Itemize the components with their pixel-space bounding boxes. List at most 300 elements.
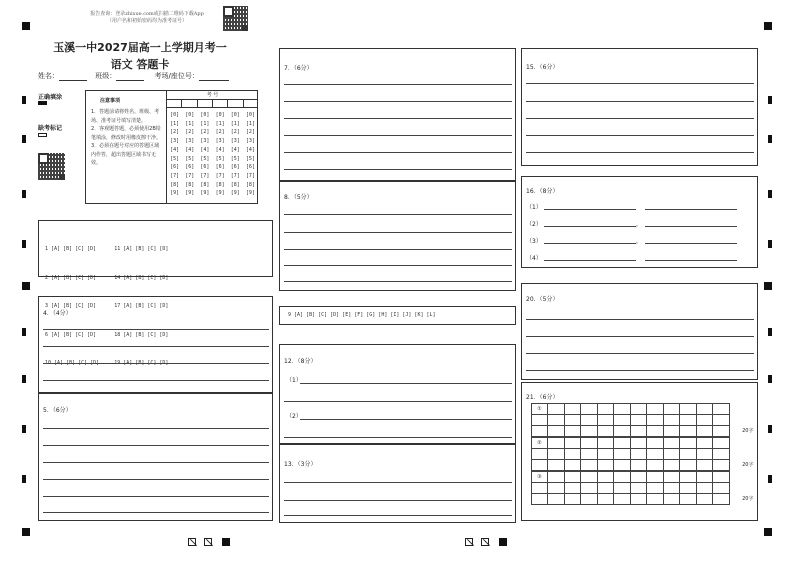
answer-line[interactable] xyxy=(284,482,512,483)
blank-line[interactable] xyxy=(544,209,636,210)
exam-digit-bubble[interactable]: [2] xyxy=(170,129,180,136)
exam-digit-bubble[interactable]: [4] xyxy=(170,146,180,153)
exam-digit-bubble[interactable]: [9] xyxy=(215,190,225,197)
exam-digit-bubble[interactable]: [8] xyxy=(200,181,210,188)
exam-digit-bubble[interactable]: [4] xyxy=(230,146,240,153)
blank-line[interactable] xyxy=(645,260,737,261)
q16-item-label: （3） xyxy=(526,238,542,245)
grid-cell[interactable] xyxy=(696,404,713,415)
grid-cell[interactable] xyxy=(713,404,730,415)
exam-digit-bubble[interactable]: [7] xyxy=(185,172,195,179)
answer-line[interactable] xyxy=(43,445,269,446)
q4-answer-box xyxy=(38,296,273,393)
grid-cell[interactable] xyxy=(630,494,647,505)
exam-digit-bubble[interactable]: [4] xyxy=(185,146,195,153)
grid-cell[interactable] xyxy=(663,415,680,426)
grid-cell[interactable] xyxy=(581,415,598,426)
exam-digit-bubble[interactable]: [4] xyxy=(200,146,210,153)
q20-label: 20．（5分） xyxy=(526,296,559,303)
grid-cell[interactable] xyxy=(532,460,548,471)
grid-cell[interactable] xyxy=(564,483,581,494)
grid-cell[interactable] xyxy=(630,483,647,494)
grid-cell[interactable] xyxy=(663,472,680,483)
grid-cell[interactable] xyxy=(597,472,614,483)
grid-cell[interactable] xyxy=(548,449,565,460)
grid-cell[interactable] xyxy=(597,494,614,505)
q7-answer-box xyxy=(279,48,516,181)
grid-cell[interactable] xyxy=(696,483,713,494)
answer-line[interactable] xyxy=(284,214,512,215)
exam-number-grid xyxy=(166,91,258,204)
exam-digit-bubble[interactable]: [7] xyxy=(170,172,180,179)
page-mark xyxy=(499,538,507,546)
exam-digit-bubble[interactable]: [3] xyxy=(200,138,210,145)
grid-cell[interactable] xyxy=(713,460,730,471)
q8-answer-box xyxy=(279,181,516,291)
grid-cell[interactable] xyxy=(680,460,697,471)
grid-cell[interactable] xyxy=(647,404,664,415)
grid-cell[interactable] xyxy=(713,415,730,426)
grid-cell[interactable] xyxy=(581,483,598,494)
timing-mark xyxy=(22,240,26,248)
grid-cell[interactable] xyxy=(597,460,614,471)
grid-cell[interactable] xyxy=(581,426,598,437)
grid-cell[interactable] xyxy=(696,472,713,483)
mc-row[interactable]: 6 [A] [B] [C] [D] 18 [A] [B] [C] [D] xyxy=(45,331,169,338)
report-note xyxy=(72,11,222,25)
q21-grid-table[interactable] xyxy=(531,437,730,471)
seat-field[interactable] xyxy=(199,73,229,81)
grid-cell[interactable] xyxy=(614,438,631,449)
exam-digit-bubble[interactable]: [9] xyxy=(170,190,180,197)
exam-digit-bubble[interactable]: [2] xyxy=(185,129,195,136)
q21-item-number[interactable]: ① xyxy=(532,404,548,415)
answer-line[interactable] xyxy=(526,152,754,153)
alignment-mark xyxy=(22,22,30,30)
alignment-mark xyxy=(764,22,772,30)
timing-mark xyxy=(768,240,772,248)
exam-digit-bubble[interactable]: [0] xyxy=(170,112,180,118)
grid-cell[interactable] xyxy=(630,438,647,449)
exam-digit-bubble[interactable]: [5] xyxy=(245,155,255,162)
blank-line[interactable] xyxy=(645,243,737,244)
q9-options[interactable]: 9 [A] [B] [C] [D] [E] [F] [G] [H] [I] [J] [K] [L] xyxy=(288,312,436,318)
timing-mark xyxy=(768,190,772,198)
exam-digit-bubble[interactable]: [0] xyxy=(230,112,240,118)
q16-comma: ， xyxy=(636,221,643,228)
exam-digit-column xyxy=(243,111,258,198)
grid-cell[interactable] xyxy=(680,426,697,437)
grid-cell[interactable] xyxy=(663,426,680,437)
q13-answer-box xyxy=(279,444,516,523)
exam-digit-column xyxy=(167,111,182,198)
grid-cell[interactable] xyxy=(548,438,565,449)
answer-line[interactable] xyxy=(43,512,269,513)
grid-cell[interactable] xyxy=(581,449,598,460)
answer-line[interactable] xyxy=(526,118,754,119)
grid-cell[interactable] xyxy=(663,438,680,449)
exam-digit-bubble[interactable]: [1] xyxy=(215,120,225,127)
q12-answer-box xyxy=(279,344,516,444)
exam-digit-bubble[interactable]: [6] xyxy=(185,164,195,171)
answer-line[interactable] xyxy=(300,383,512,384)
grid-cell[interactable] xyxy=(614,449,631,460)
exam-digit-bubble[interactable]: [9] xyxy=(230,190,240,197)
grid-cell[interactable] xyxy=(597,426,614,437)
grid-cell[interactable] xyxy=(614,483,631,494)
grid-cell[interactable] xyxy=(713,494,730,505)
exam-digit-bubble[interactable]: [6] xyxy=(200,164,210,171)
q21-grid-table[interactable] xyxy=(531,403,730,437)
grid-cell[interactable] xyxy=(696,494,713,505)
grid-cell[interactable] xyxy=(647,472,664,483)
grid-cell[interactable] xyxy=(614,494,631,505)
page-mark xyxy=(222,538,230,546)
grid-cell[interactable] xyxy=(680,404,697,415)
grid-cell[interactable] xyxy=(696,415,713,426)
exam-digit-bubble[interactable]: [8] xyxy=(215,181,225,188)
grid-cell[interactable] xyxy=(564,449,581,460)
grid-cell[interactable] xyxy=(532,494,548,505)
grid-cell[interactable] xyxy=(647,449,664,460)
q5-label: 5．（6分） xyxy=(43,407,72,414)
grid-cell[interactable] xyxy=(663,483,680,494)
exam-digit-bubble[interactable]: [1] xyxy=(230,120,240,127)
grid-cell[interactable] xyxy=(713,449,730,460)
exam-digit-bubble[interactable]: [4] xyxy=(245,146,255,153)
timing-mark xyxy=(768,328,772,336)
grid-cell[interactable] xyxy=(663,460,680,471)
grid-cell[interactable] xyxy=(647,415,664,426)
grid-cell[interactable] xyxy=(564,426,581,437)
exam-digit-bubble[interactable]: [9] xyxy=(200,190,210,197)
grid-cell[interactable] xyxy=(597,449,614,460)
grid-cell[interactable] xyxy=(532,415,548,426)
grid-cell[interactable] xyxy=(647,438,664,449)
exam-digit-bubble[interactable]: [7] xyxy=(200,172,210,179)
grid-cell[interactable] xyxy=(548,415,565,426)
exam-digit-bubble[interactable]: [1] xyxy=(170,120,180,127)
timing-mark xyxy=(22,190,26,198)
grid-cell[interactable] xyxy=(614,404,631,415)
q8-label: 8．（5分） xyxy=(284,194,313,201)
timing-mark xyxy=(22,328,26,336)
q5-answer-box xyxy=(38,393,273,521)
class-label: 班级： xyxy=(95,72,117,80)
answer-line[interactable] xyxy=(284,265,512,266)
grid-cell[interactable] xyxy=(532,449,548,460)
notice-title: 注意事项 xyxy=(100,98,121,104)
timing-mark xyxy=(768,96,772,104)
grid-cell[interactable] xyxy=(597,404,614,415)
notice-item-1: 1．答题前请将姓名、班级、考场、准考证号填写清楚。 xyxy=(91,109,160,124)
answer-line[interactable] xyxy=(284,232,512,233)
blank-line[interactable] xyxy=(544,226,636,227)
answer-line[interactable] xyxy=(284,437,512,438)
grid-cell[interactable] xyxy=(564,415,581,426)
timing-mark xyxy=(768,375,772,383)
grid-cell[interactable] xyxy=(581,494,598,505)
blank-line[interactable] xyxy=(645,209,737,210)
grid-cell[interactable] xyxy=(564,438,581,449)
page-mark xyxy=(481,538,489,546)
grid-cell[interactable] xyxy=(630,415,647,426)
answer-line[interactable] xyxy=(284,281,512,282)
exam-digit-bubble[interactable]: [8] xyxy=(185,181,195,188)
exam-digit-bubble[interactable]: [3] xyxy=(185,138,195,145)
q21-char-count: 20字 xyxy=(742,428,754,434)
grid-cell[interactable] xyxy=(564,460,581,471)
exam-digit-bubble[interactable]: [4] xyxy=(215,146,225,153)
grid-cell[interactable] xyxy=(713,483,730,494)
exam-digit-bubble[interactable]: [2] xyxy=(215,129,225,136)
grid-cell[interactable] xyxy=(663,449,680,460)
q15-label: 15．（6分） xyxy=(526,64,559,71)
seat-label: 考场/座位号： xyxy=(154,72,199,80)
exam-digit-bubble[interactable]: [5] xyxy=(170,155,180,162)
grid-cell[interactable] xyxy=(548,404,565,415)
answer-line[interactable] xyxy=(526,135,754,136)
exam-digit-bubble[interactable]: [3] xyxy=(245,138,255,145)
exam-digit-bubble[interactable]: [3] xyxy=(215,138,225,145)
correct-fill-label: 正确填涂 xyxy=(38,94,63,101)
exam-digit-bubble[interactable]: [0] xyxy=(185,112,195,118)
exam-digit-bubble[interactable]: [0] xyxy=(245,112,255,118)
grid-cell[interactable] xyxy=(597,438,614,449)
answer-line[interactable] xyxy=(526,336,754,337)
grid-cell[interactable] xyxy=(548,460,565,471)
grid-cell[interactable] xyxy=(630,426,647,437)
exam-digit-bubble[interactable]: [3] xyxy=(170,138,180,145)
notice-item-3: 3．必须在题号对应的答题区域内作答，超出答题区域书写无效。 xyxy=(91,143,160,166)
page-marks-right xyxy=(465,531,507,550)
q7-label: 7．（6分） xyxy=(284,65,313,72)
exam-digit-bubble[interactable]: [5] xyxy=(230,155,240,162)
grid-cell[interactable] xyxy=(647,460,664,471)
grid-cell[interactable] xyxy=(532,483,548,494)
exam-digit-bubble[interactable]: [1] xyxy=(245,120,255,127)
answer-line[interactable] xyxy=(43,479,269,480)
q15-answer-box xyxy=(521,48,758,166)
exam-digit-bubble[interactable]: [6] xyxy=(245,164,255,171)
exam-digit-bubble[interactable]: [6] xyxy=(170,164,180,171)
exam-digit-bubble[interactable]: [2] xyxy=(230,129,240,136)
answer-line[interactable] xyxy=(526,83,754,84)
exam-digit-bubble[interactable]: [1] xyxy=(185,120,195,127)
page-mark xyxy=(188,538,196,546)
exam-number-write-row xyxy=(167,100,258,108)
grid-cell[interactable] xyxy=(696,438,713,449)
q21-item-number[interactable]: ② xyxy=(532,438,548,449)
exam-digit-bubble[interactable]: [5] xyxy=(200,155,210,162)
q16-item-label: （1） xyxy=(526,204,542,211)
answer-line[interactable] xyxy=(526,370,754,371)
grid-cell[interactable] xyxy=(581,472,598,483)
answer-line[interactable] xyxy=(284,152,512,153)
name-field[interactable] xyxy=(59,73,87,81)
grid-cell[interactable] xyxy=(680,438,697,449)
mc-row[interactable]: 2 [A] [B] [C] [D] 14 [A] [B] [C] [D] xyxy=(45,274,169,281)
grid-cell[interactable] xyxy=(680,449,697,460)
exam-digit-bubble[interactable]: [7] xyxy=(230,172,240,179)
answer-line[interactable] xyxy=(284,101,512,102)
mc-row[interactable]: 3 [A] [B] [C] [D] 17 [A] [B] [C] [D] xyxy=(45,303,169,309)
answer-line[interactable] xyxy=(43,380,269,381)
grid-cell[interactable] xyxy=(581,404,598,415)
answer-line[interactable] xyxy=(300,419,512,420)
answer-line[interactable] xyxy=(284,84,512,85)
grid-cell[interactable] xyxy=(630,472,647,483)
class-field[interactable] xyxy=(116,73,144,81)
exam-digit-bubble[interactable]: [9] xyxy=(245,190,255,197)
q16-item-label: （2） xyxy=(526,221,542,228)
exam-digit-bubble[interactable]: [5] xyxy=(185,155,195,162)
answer-line[interactable] xyxy=(284,500,512,501)
grid-cell[interactable] xyxy=(680,415,697,426)
grid-cell[interactable] xyxy=(614,415,631,426)
grid-cell[interactable] xyxy=(581,438,598,449)
q21-grid-table[interactable] xyxy=(531,471,730,505)
answer-line[interactable] xyxy=(284,135,512,136)
exam-digit-bubble[interactable]: [7] xyxy=(215,172,225,179)
grid-cell[interactable] xyxy=(630,404,647,415)
grid-cell[interactable] xyxy=(680,494,697,505)
page-mark xyxy=(204,538,212,546)
exam-digit-column xyxy=(228,111,243,198)
grid-cell[interactable] xyxy=(532,426,548,437)
timing-mark xyxy=(22,96,26,104)
absent-mark-box[interactable] xyxy=(38,133,47,137)
grid-cell[interactable] xyxy=(564,404,581,415)
exam-digit-bubble[interactable]: [8] xyxy=(170,181,180,188)
exam-digit-bubble[interactable]: [0] xyxy=(200,112,210,118)
grid-cell[interactable] xyxy=(630,460,647,471)
answer-line[interactable] xyxy=(284,515,512,516)
mc-row[interactable]: 1 [A] [B] [C] [D] 11 [A] [B] [C] [D] xyxy=(45,246,169,252)
q21-grid-section xyxy=(531,403,754,437)
grid-cell[interactable] xyxy=(564,494,581,505)
grid-cell[interactable] xyxy=(696,449,713,460)
q12-part2-label: （2） xyxy=(286,413,302,420)
q21-answer-box xyxy=(521,382,758,521)
timing-mark xyxy=(22,425,26,433)
grid-cell[interactable] xyxy=(548,426,565,437)
grid-cell[interactable] xyxy=(597,483,614,494)
exam-digit-bubble[interactable]: [6] xyxy=(230,164,240,171)
grid-cell[interactable] xyxy=(696,426,713,437)
exam-digit-bubble[interactable]: [9] xyxy=(185,190,195,197)
exam-digit-bubble[interactable]: [2] xyxy=(200,129,210,136)
exam-digit-bubble[interactable]: [2] xyxy=(245,129,255,136)
grid-cell[interactable] xyxy=(647,426,664,437)
exam-digit-column xyxy=(182,111,197,198)
q16-comma: ， xyxy=(636,238,643,245)
blank-line[interactable] xyxy=(544,260,636,261)
grid-cell[interactable] xyxy=(614,460,631,471)
grid-cell[interactable] xyxy=(548,483,565,494)
grid-cell[interactable] xyxy=(630,449,647,460)
page-marks-left xyxy=(188,531,230,550)
answer-line[interactable] xyxy=(526,101,754,102)
exam-digit-bubble[interactable]: [1] xyxy=(200,120,210,127)
answer-line[interactable] xyxy=(43,428,269,429)
alignment-mark xyxy=(764,282,772,290)
grid-cell[interactable] xyxy=(614,472,631,483)
exam-digit-bubble[interactable]: [6] xyxy=(215,164,225,171)
grid-cell[interactable] xyxy=(696,460,713,471)
exam-digit-bubble[interactable]: [5] xyxy=(215,155,225,162)
q21-writing-grid[interactable] xyxy=(531,403,754,505)
exam-digit-bubble[interactable]: [0] xyxy=(215,112,225,118)
mc-row[interactable]: 10 [A] [B] [C] [D] 19 [A] [B] [C] [D] xyxy=(45,360,169,366)
grid-cell[interactable] xyxy=(548,494,565,505)
exam-digit-bubble[interactable]: [8] xyxy=(245,181,255,188)
grid-cell[interactable] xyxy=(713,472,730,483)
answer-line[interactable] xyxy=(43,363,269,364)
answer-line[interactable] xyxy=(43,462,269,463)
q16-answer-box xyxy=(521,176,758,268)
blank-line[interactable] xyxy=(645,226,737,227)
student-info xyxy=(38,71,229,81)
grid-cell[interactable] xyxy=(564,472,581,483)
answer-line[interactable] xyxy=(43,329,269,330)
q21-char-count: 20字 xyxy=(742,496,754,502)
blank-line[interactable] xyxy=(544,243,636,244)
q12-part1-label: （1） xyxy=(286,377,302,384)
exam-number-digits xyxy=(167,108,258,198)
exam-digit-bubble[interactable]: [8] xyxy=(230,181,240,188)
grid-cell[interactable] xyxy=(597,415,614,426)
answer-line[interactable] xyxy=(284,118,512,119)
answer-line[interactable] xyxy=(284,249,512,250)
exam-digit-bubble[interactable]: [3] xyxy=(230,138,240,145)
grid-cell[interactable] xyxy=(713,438,730,449)
qr-code-icon xyxy=(223,6,248,31)
grid-cell[interactable] xyxy=(581,460,598,471)
grid-cell[interactable] xyxy=(647,494,664,505)
grid-cell[interactable] xyxy=(614,426,631,437)
page-mark xyxy=(465,538,473,546)
correct-fill-sample xyxy=(38,101,47,105)
answer-line[interactable] xyxy=(284,169,512,170)
answer-line[interactable] xyxy=(284,401,512,402)
student-qr-icon xyxy=(38,153,65,180)
grid-cell[interactable] xyxy=(713,426,730,437)
q21-item-number[interactable]: ③ xyxy=(532,472,548,483)
grid-cell[interactable] xyxy=(680,472,697,483)
exam-digit-bubble[interactable]: [7] xyxy=(245,172,255,179)
grid-cell[interactable] xyxy=(548,472,565,483)
answer-line[interactable] xyxy=(526,319,754,320)
grid-cell[interactable] xyxy=(663,494,680,505)
exam-title xyxy=(40,39,240,72)
answer-line[interactable] xyxy=(43,346,269,347)
exam-digit-column xyxy=(197,111,212,198)
grid-cell[interactable] xyxy=(680,483,697,494)
grid-cell[interactable] xyxy=(647,483,664,494)
timing-mark xyxy=(768,135,772,143)
q21-char-count: 20字 xyxy=(742,462,754,468)
q9-answer-box xyxy=(279,306,516,325)
timing-mark xyxy=(22,475,26,483)
answer-line[interactable] xyxy=(43,496,269,497)
answer-line[interactable] xyxy=(526,353,754,354)
absent-label: 缺考标记 xyxy=(38,125,63,132)
alignment-mark xyxy=(22,528,30,536)
grid-cell[interactable] xyxy=(663,404,680,415)
q21-label: 21．（6分） xyxy=(526,394,559,401)
exam-title-line1: 玉溪一中2027届高一上学期月考一 xyxy=(53,41,227,54)
